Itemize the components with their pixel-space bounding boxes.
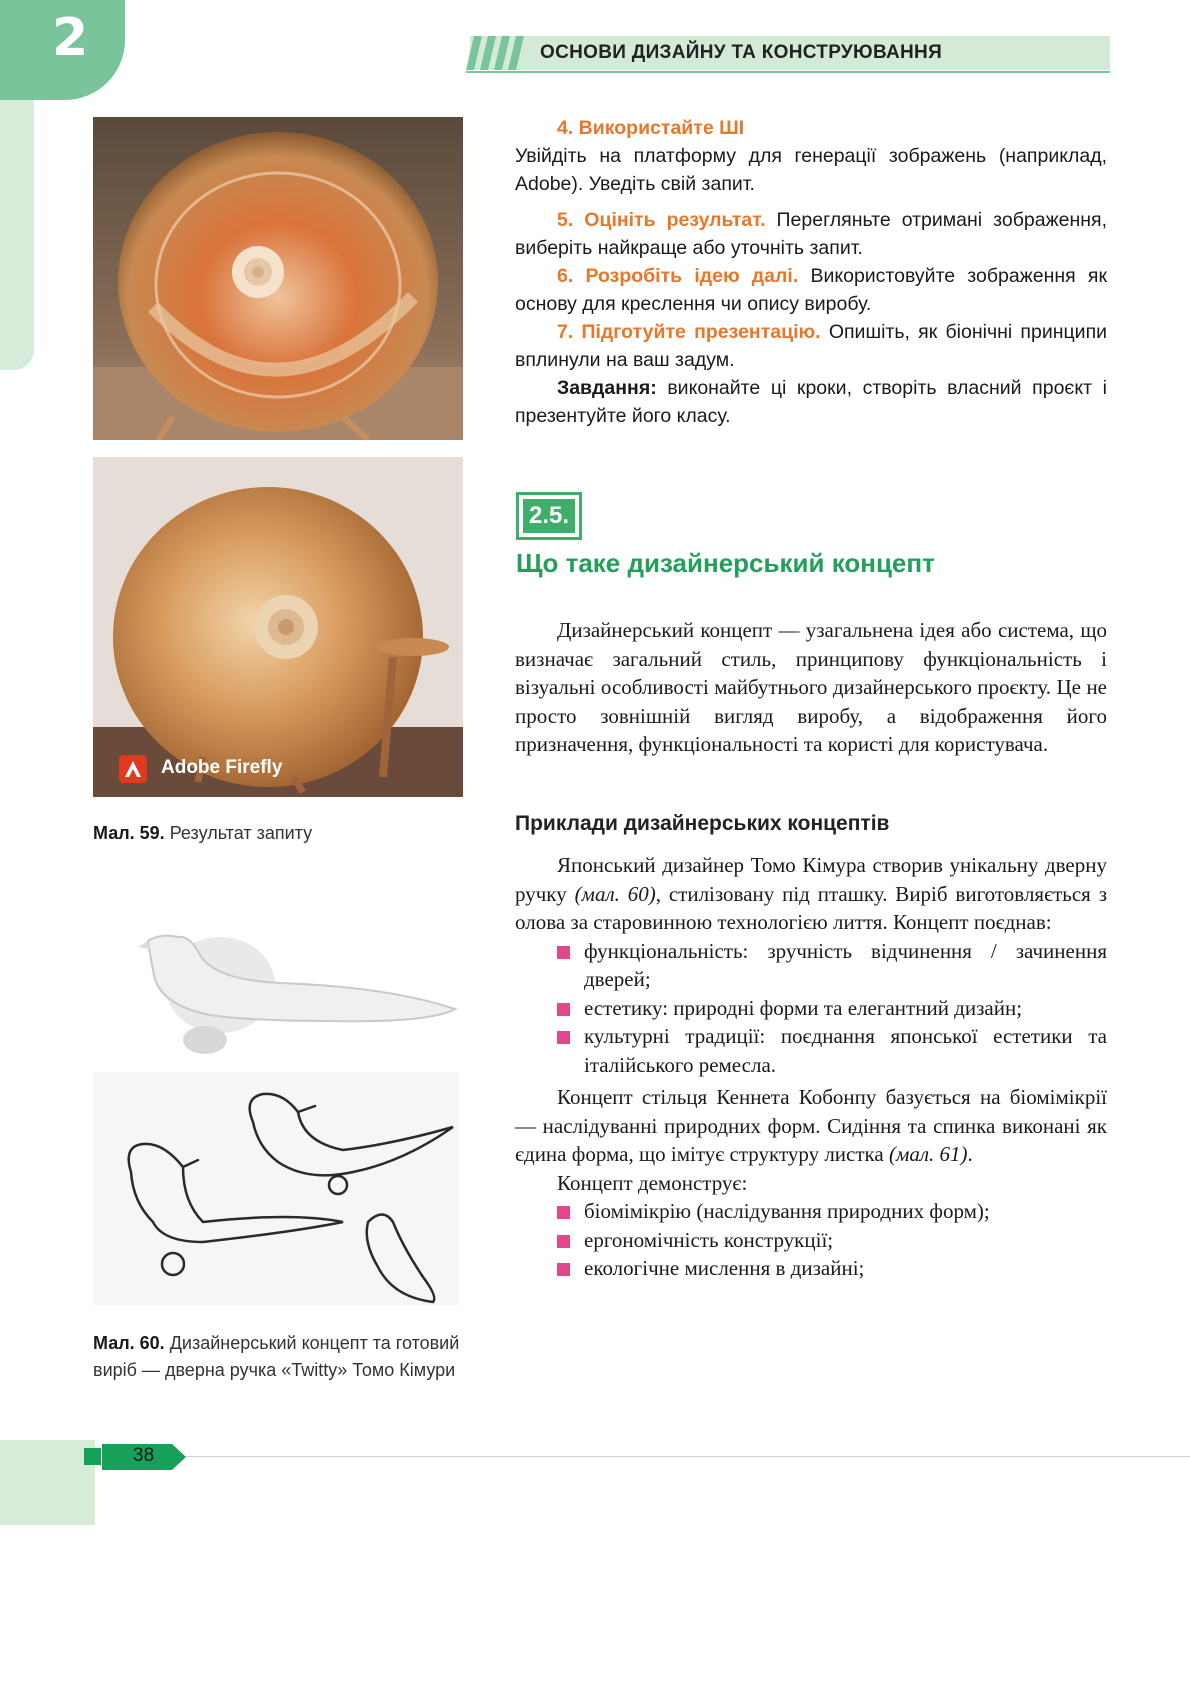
figure-60-caption [93,1330,465,1384]
list-item: екологічне мислення в дизайні; [555,1254,1107,1283]
list-item: біомімікрію (наслідування природних форм); [555,1197,1107,1226]
step-4-text: Увійдіть на платформу для генерації зображень (наприклад, Adobe). Уведіть свій запит. [515,145,1107,195]
chapter-tab [0,0,125,100]
figure-60-label: Мал. 60. [93,1333,165,1353]
bird-door-handle-image [130,925,460,1065]
task-label: Завдання: [557,377,657,399]
page-number: 38 [133,1445,155,1466]
kimura-text-end: , стилізовану під пташку. Виріб виготовляється з олова за старовинною технологією лиття. Концепт поєднав: [515,881,1107,934]
step-5-title: 5. Оцініть результат. [557,209,766,231]
kimura-list [515,937,1107,1080]
kobonpu-text-start: Концепт стільця Кеннета Кобонпу базується на біомімікрії — наслідуванні природних форм. Сидіння та спинка виконані як єдина форма, що імітує структуру листка [515,1085,1107,1166]
step-6-title: 6. Розробіть ідею далі. [557,265,799,287]
firefly-logo [119,755,147,783]
list-item: ергономічність конструкції; [555,1226,1107,1255]
footer-block [0,1440,95,1525]
step-6-text: Використовуйте зображення як основу для креслення чи опису виробу. [515,265,1107,315]
section-number-badge [516,492,582,540]
steps-block [515,114,1107,430]
figure-61-ref: (мал. 61) [889,1142,968,1166]
kobonpu-paragraph [515,1083,1107,1169]
firefly-watermark: Adobe Firefly [161,757,283,778]
kimura-paragraph [515,851,1107,937]
figure-60-text: Дизайнерський концепт та готовий виріб — дверна ручка «Twitty» Томо Кімури [93,1333,460,1380]
list-item: естетику: природні форми та елегантний дизайн; [555,994,1107,1023]
kobonpu-text-end: . [967,1142,973,1166]
step-7-title: 7. Підготуйте презентацію. [557,321,821,343]
shell-chair-image [93,457,463,797]
figure-59-text: Результат запиту [169,823,313,843]
figure-59-label: Мал. 59. [93,823,165,843]
step-5-text: Перегляньте отримані зображення, виберіть найкраще або уточніть запит. [515,209,1107,259]
header-divider [466,71,1110,73]
examples-block [515,851,1107,1283]
figure-60-ref: (мал. 60) [574,881,656,906]
step-6 [515,262,1107,318]
step-7 [515,318,1107,374]
step-4 [515,114,1107,198]
footer-square [84,1448,101,1465]
header-title: ОСНОВИ ДИЗАЙНУ ТА КОНСТРУЮВАННЯ [540,42,943,63]
list-item: функціональність: зручність відчинення / зачинення дверей; [555,937,1107,994]
definition-paragraph: Дизайнерський концепт — узагальнена ідея або система, що визначає загальний стиль, принципову функціональність і візуальні особливості майбутнього дизайнерського проєкту. Це не просто зовнішній вигляд виробу, а відображення його призначення, функціональності та користі для користувача. [515,618,1107,756]
section-title: Що таке дизайнерський концепт [516,548,935,578]
section-number: 2.5. [523,499,575,533]
concept-list [515,1197,1107,1283]
chapter-number: 2 [52,8,89,68]
figure-59-caption [93,820,463,847]
kimura-text-start: Японський дизайнер Томо Кімура створив унікальну дверну ручку [515,853,1107,906]
examples-heading: Приклади дизайнерських концептів [515,812,890,835]
task [515,374,1107,430]
concept-shows-line: Концепт демонструє: [557,1170,748,1195]
task-text: виконайте ці кроки, створіть власний проєкт і презентуйте його класу. [515,377,1107,427]
list-item: культурні традиції: поєднання японської естетики та італійського ремесла. [555,1022,1107,1079]
step-7-text: Опишіть, як біонічні принципи вплинули на ваш задум. [515,321,1108,371]
rattan-chair-image [93,117,463,440]
bird-handle-sketch-image [93,1072,459,1305]
header-stripes [466,36,528,70]
footer-divider [165,1456,1190,1457]
step-5 [515,206,1107,262]
step-4-title: 4. Використайте ШІ [557,117,745,139]
side-strip [0,95,34,370]
